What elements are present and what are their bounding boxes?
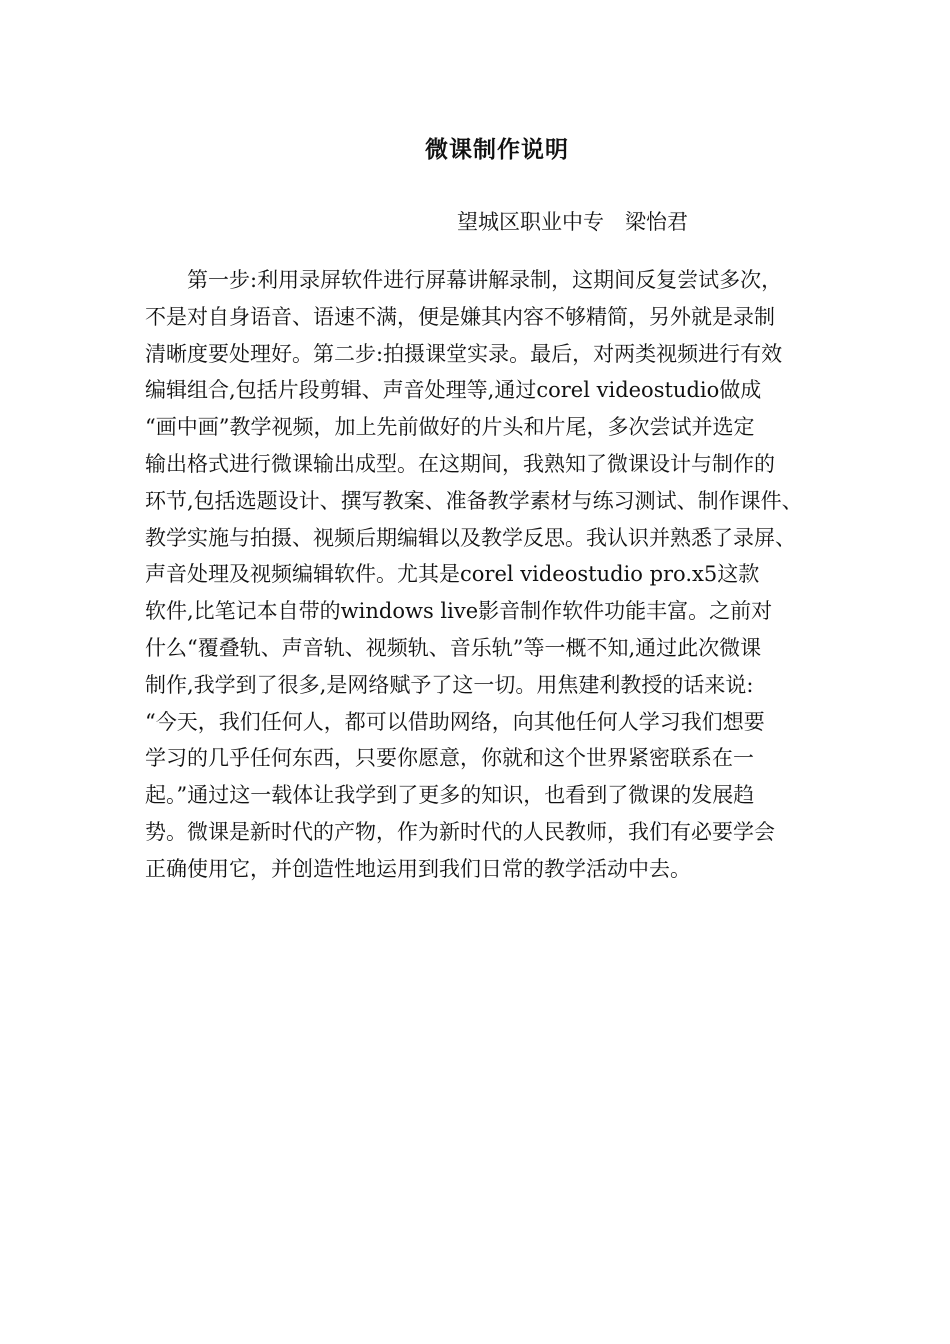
paragraph-line: 输出格式进行微课输出成型。在这期间，我熟知了微课设计与制作的	[145, 451, 775, 476]
paragraph-line: 声音处理及视频编辑软件。尤其是corel videostudio pro.x5这款	[145, 562, 760, 587]
paragraph-line: 势。微课是新时代的产物，作为新时代的人民教师，我们有必要学会	[145, 819, 775, 844]
paragraph-line: 编辑组合,包括片段剪辑、声音处理等,通过corel videostudio做成	[145, 378, 762, 403]
paragraph-line: 正确使用它，并创造性地运用到我们日常的教学活动中去。	[145, 856, 691, 881]
body-paragraph	[145, 262, 810, 888]
paragraph-line: 软件,比笔记本自带的windows live影音制作软件功能丰富。之前对	[145, 599, 773, 624]
paragraph-line: “今天，我们任何人，都可以借助网络，向其他任何人学习我们想要	[145, 709, 765, 734]
paragraph-line: 环节,包括选题设计、撰写教案、准备教学素材与练习测试、制作课件、	[145, 488, 803, 513]
paragraph-line: 学习的几乎任何东西，只要你愿意，你就和这个世界紧密联系在一	[145, 746, 754, 771]
paragraph-line: 第一步:利用录屏软件进行屏幕讲解录制，这期间反复尝试多次，	[187, 268, 783, 292]
paragraph-line: “画中画”教学视频，加上先前做好的片头和片尾，多次尝试并选定	[145, 415, 755, 440]
paragraph-line: 什么“覆叠轨、声音轨、视频轨、音乐轨”等一概不知,通过此次微课	[145, 635, 762, 660]
paragraph-line: 起。”通过这一载体让我学到了更多的知识，也看到了微课的发展趋	[145, 783, 755, 808]
author-line: 望城区职业中专 梁怡君	[457, 210, 688, 234]
paragraph-line: 不是对自身语音、语速不满，便是嫌其内容不够精简，另外就是录制	[145, 304, 775, 329]
paragraph-line: 教学实施与拍摄、视频后期编辑以及教学反思。我认识并熟悉了录屏、	[145, 525, 796, 550]
document-title: 微课制作说明	[425, 136, 569, 163]
paragraph-line: 制作,我学到了很多,是网络赋予了这一切。用焦建利教授的话来说:	[145, 672, 754, 697]
paragraph-line: 清晰度要处理好。第二步:拍摄课堂实录。最后，对两类视频进行有效	[145, 341, 783, 366]
